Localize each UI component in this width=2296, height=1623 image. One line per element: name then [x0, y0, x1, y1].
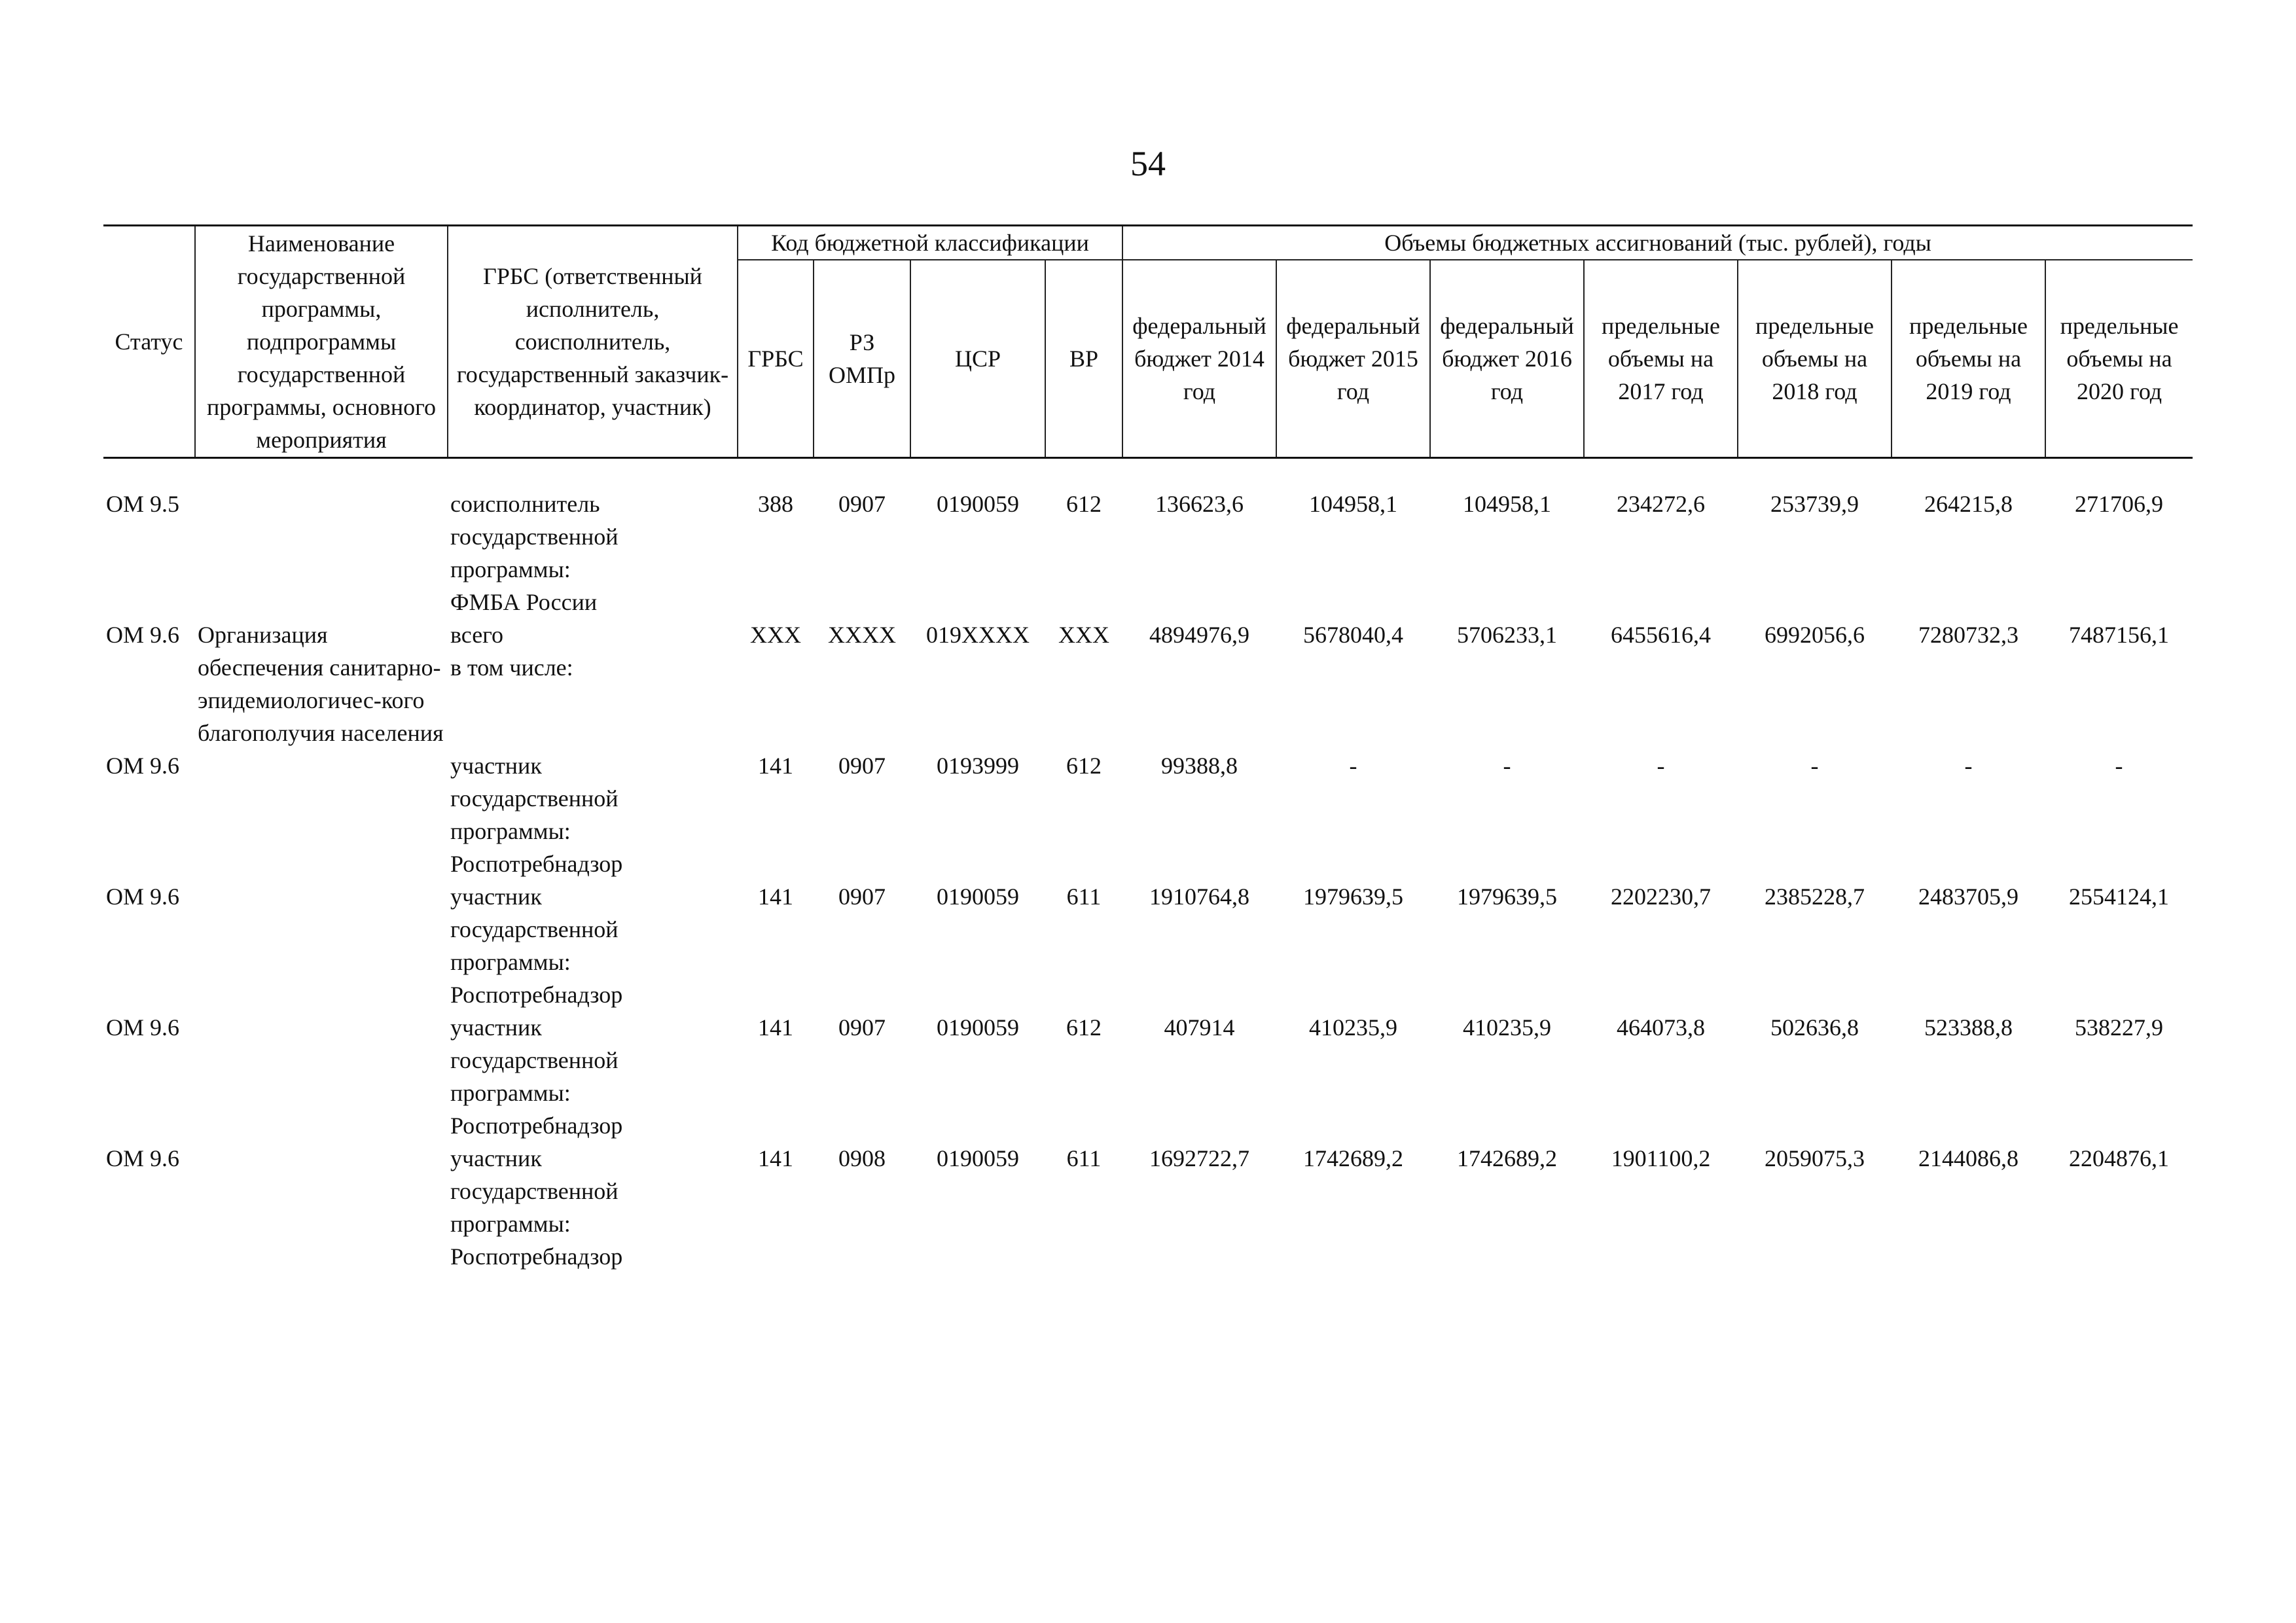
row-code-vr: 611	[1066, 883, 1102, 910]
row-grbs-role	[448, 749, 738, 880]
row-value-2019: 2483705,9	[1918, 883, 2018, 910]
header-code-group: Код бюджетной классификации	[738, 226, 1122, 260]
header-year-2017: предельные объемы на 2017 год	[1584, 260, 1738, 458]
row-value-2014: 1692722,7	[1149, 1145, 1249, 1171]
row-name	[195, 488, 448, 618]
row-value-2017: -	[1657, 753, 1665, 779]
row-value-2017: 6455616,4	[1611, 622, 1711, 648]
row-value-2017: 234272,6	[1617, 491, 1705, 517]
grbs-role-line: программы:	[450, 1211, 571, 1237]
grbs-role-line: Роспотребнадзор	[450, 1243, 623, 1270]
row-value-2015: 104958,1	[1309, 491, 1397, 517]
header-year-2018: предельные объемы на 2018 год	[1738, 260, 1892, 458]
row-code-grbs: 141	[758, 1014, 793, 1041]
row-grbs-role	[448, 618, 738, 749]
row-status: ОМ 9.5	[106, 491, 180, 517]
row-code-vr: ХХХ	[1058, 622, 1109, 648]
header-code-grbs: ГРБС	[738, 260, 814, 458]
row-value-2015: 1979639,5	[1303, 883, 1403, 910]
row-name: Организация обеспечения санитарно-эпидемиологичес-кого благополучия населения	[198, 622, 444, 746]
row-value-2015: 1742689,2	[1303, 1145, 1403, 1171]
grbs-role-line: участник	[450, 1014, 542, 1041]
row-value-2015: 410235,9	[1309, 1014, 1397, 1041]
table-row	[103, 488, 2193, 618]
row-value-2014: 99388,8	[1161, 753, 1238, 779]
row-code-rz: 0908	[838, 1145, 886, 1171]
row-name	[195, 1142, 448, 1273]
table-row	[103, 749, 2193, 880]
row-value-2016: -	[1503, 753, 1511, 779]
grbs-role-line: всего	[450, 622, 504, 648]
row-value-2019: 2144086,8	[1918, 1145, 2018, 1171]
header-grbs-role: ГРБС (ответственный исполнитель, соисполнитель, государственный заказчик-координатор, участник)	[448, 226, 738, 458]
header-year-2014: федеральный бюджет 2014 год	[1122, 260, 1276, 458]
row-value-2018: 6992056,6	[1765, 622, 1865, 648]
row-code-vr: 612	[1066, 753, 1102, 779]
row-value-2018: 253739,9	[1770, 491, 1859, 517]
budget-table	[103, 224, 2193, 1273]
row-value-2014: 407914	[1164, 1014, 1235, 1041]
grbs-role-line: государственной	[450, 524, 619, 550]
row-code-grbs: 141	[758, 753, 793, 779]
table-row	[103, 880, 2193, 1011]
header-code-csr: ЦСР	[910, 260, 1045, 458]
grbs-role-line: участник	[450, 1145, 542, 1171]
row-value-2016: 410235,9	[1463, 1014, 1551, 1041]
table-row	[103, 1142, 2193, 1273]
row-value-2020: -	[2115, 753, 2123, 779]
row-value-2018: -	[1810, 753, 1819, 779]
grbs-role-line: соисполнитель	[450, 491, 600, 517]
row-value-2017: 2202230,7	[1611, 883, 1711, 910]
header-year-2019: предельные объемы на 2019 год	[1892, 260, 2045, 458]
row-value-2019: 7280732,3	[1918, 622, 2018, 648]
row-status: ОМ 9.6	[106, 883, 180, 910]
row-name	[195, 880, 448, 1011]
grbs-role-line: в том числе:	[450, 654, 573, 681]
row-value-2019: -	[1964, 753, 1973, 779]
row-value-2018: 502636,8	[1770, 1014, 1859, 1041]
row-status: ОМ 9.6	[106, 1014, 180, 1041]
table-row	[103, 1011, 2193, 1142]
table-row	[103, 618, 2193, 749]
row-value-2020: 271706,9	[2075, 491, 2164, 517]
row-value-2020: 2204876,1	[2069, 1145, 2170, 1171]
row-code-csr: 0190059	[937, 1014, 1019, 1041]
grbs-role-line: программы:	[450, 949, 571, 975]
row-value-2016: 1742689,2	[1457, 1145, 1557, 1171]
row-value-2019: 523388,8	[1924, 1014, 2013, 1041]
row-value-2020: 7487156,1	[2069, 622, 2170, 648]
row-name	[195, 1011, 448, 1142]
row-code-grbs: ХХХ	[750, 622, 801, 648]
row-code-rz: 0907	[838, 753, 886, 779]
row-value-2016: 104958,1	[1463, 491, 1551, 517]
grbs-role-line: государственной	[450, 916, 619, 942]
grbs-role-line: Роспотребнадзор	[450, 1113, 623, 1139]
table-body	[103, 458, 2193, 1274]
header-code-vr: ВР	[1045, 260, 1122, 458]
grbs-role-line: государственной	[450, 1047, 619, 1073]
table-header	[103, 226, 2193, 458]
row-code-vr: 612	[1066, 1014, 1102, 1041]
row-value-2014: 1910764,8	[1149, 883, 1249, 910]
row-value-2018: 2385228,7	[1765, 883, 1865, 910]
header-year-2016: федеральный бюджет 2016 год	[1430, 260, 1584, 458]
row-value-2020: 538227,9	[2075, 1014, 2164, 1041]
grbs-role-line: программы:	[450, 556, 571, 582]
row-value-2020: 2554124,1	[2069, 883, 2170, 910]
grbs-role-line: Роспотребнадзор	[450, 982, 623, 1008]
row-grbs-role	[448, 488, 738, 618]
row-code-csr: 0190059	[937, 1145, 1019, 1171]
row-grbs-role	[448, 880, 738, 1011]
row-value-2015: 5678040,4	[1303, 622, 1403, 648]
row-code-vr: 612	[1066, 491, 1102, 517]
header-name: Наименование государственной программы, подпрограммы государственной программы, основного мероприятия	[195, 226, 448, 458]
row-value-2017: 1901100,2	[1611, 1145, 1711, 1171]
row-code-grbs: 141	[758, 883, 793, 910]
grbs-role-line: участник	[450, 753, 542, 779]
grbs-role-line: государственной	[450, 785, 619, 812]
grbs-role-line: программы:	[450, 1080, 571, 1106]
row-code-rz: ХХХХ	[828, 622, 896, 648]
row-value-2014: 4894976,9	[1149, 622, 1249, 648]
row-code-csr: 0190059	[937, 491, 1019, 517]
row-value-2015: -	[1349, 753, 1357, 779]
page-number: 54	[1130, 144, 1166, 183]
row-value-2014: 136623,6	[1155, 491, 1244, 517]
header-status: Статус	[103, 226, 195, 458]
grbs-role-line: программы:	[450, 818, 571, 844]
row-code-vr: 611	[1066, 1145, 1102, 1171]
header-volumes-group: Объемы бюджетных ассигнований (тыс. рублей), годы	[1122, 226, 2193, 260]
row-value-2016: 1979639,5	[1457, 883, 1557, 910]
row-code-rz: 0907	[838, 491, 886, 517]
row-value-2018: 2059075,3	[1765, 1145, 1865, 1171]
row-value-2016: 5706233,1	[1457, 622, 1557, 648]
row-code-grbs: 141	[758, 1145, 793, 1171]
row-status: ОМ 9.6	[106, 622, 180, 648]
row-grbs-role	[448, 1142, 738, 1273]
row-status: ОМ 9.6	[106, 753, 180, 779]
header-code-rz: РЗ ОМПр	[814, 260, 910, 458]
row-value-2017: 464073,8	[1617, 1014, 1705, 1041]
row-name	[195, 749, 448, 880]
row-code-csr: 019ХХХХ	[926, 622, 1030, 648]
grbs-role-line: Роспотребнадзор	[450, 851, 623, 877]
header-year-2020: предельные объемы на 2020 год	[2045, 260, 2193, 458]
header-year-2015: федеральный бюджет 2015 год	[1276, 260, 1430, 458]
row-value-2019: 264215,8	[1924, 491, 2013, 517]
row-status: ОМ 9.6	[106, 1145, 180, 1171]
grbs-role-line: ФМБА России	[450, 589, 598, 615]
row-code-rz: 0907	[838, 1014, 886, 1041]
row-grbs-role	[448, 1011, 738, 1142]
row-code-csr: 0193999	[937, 753, 1019, 779]
row-code-rz: 0907	[838, 883, 886, 910]
row-code-csr: 0190059	[937, 883, 1019, 910]
row-code-grbs: 388	[758, 491, 793, 517]
grbs-role-line: государственной	[450, 1178, 619, 1204]
grbs-role-line: участник	[450, 883, 542, 910]
